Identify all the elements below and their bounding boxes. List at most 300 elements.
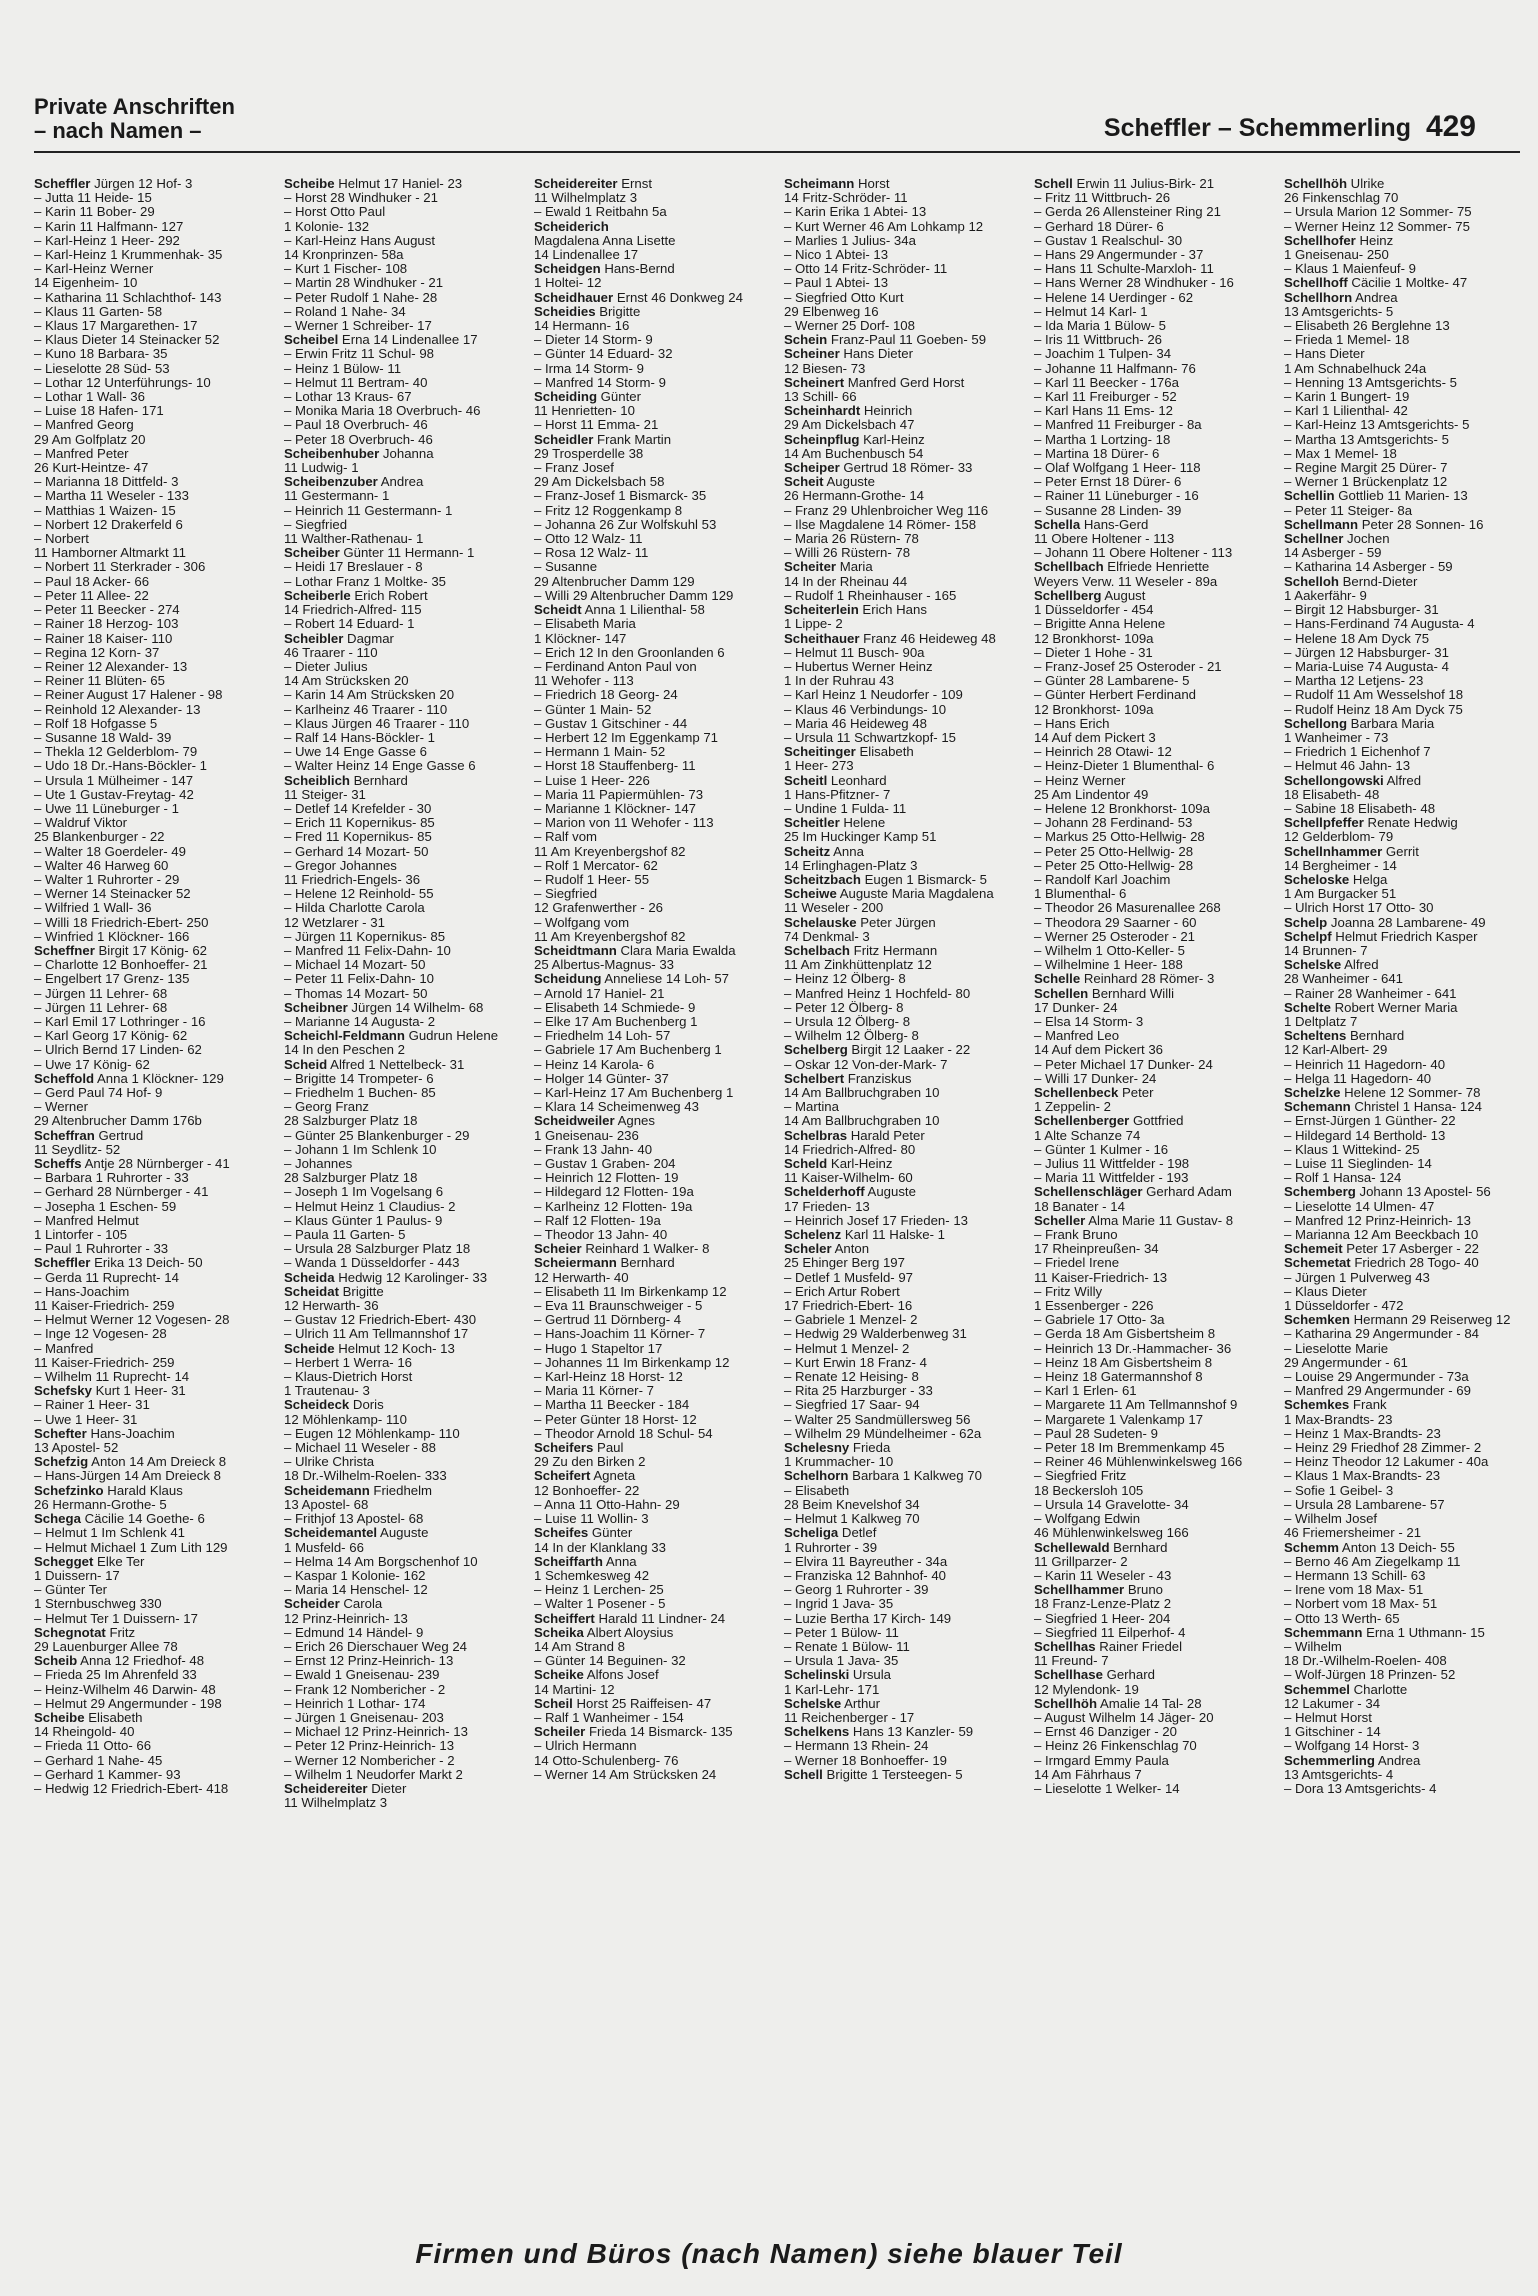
directory-entry: Schelkens Hans 13 Kanzler- 59	[784, 1725, 974, 1740]
directory-entry: – Ralf 12 Flotten- 19a	[534, 1213, 661, 1228]
directory-entry: – Rudolf 1 Rheinhauser - 165	[784, 588, 957, 603]
directory-entry: – Brigitte 14 Trompeter- 6	[284, 1071, 434, 1086]
directory-entry: – Katharina 14 Asberger - 59	[1284, 560, 1453, 575]
directory-entry: Scheidt Anna 1 Lilienthal- 58	[534, 603, 705, 618]
directory-entry: – Frank 13 Jahn- 40	[534, 1142, 653, 1157]
entry-surname: Scheibler	[284, 631, 344, 646]
directory-entry: – Paul 1 Ruhrorter - 33	[34, 1242, 169, 1257]
directory-entry: Scheiner Hans Dieter	[784, 347, 914, 362]
directory-entry: – Hans Werner 28 Windhuker - 16	[1034, 276, 1234, 291]
directory-entry: – Helene 18 Am Dyck 75	[1284, 631, 1430, 646]
directory-entry: – Siegfried	[284, 517, 348, 532]
directory-entry: 14 Am Ballbruchgraben 10	[784, 1114, 940, 1129]
directory-entry: – Max 1 Memel- 18	[1284, 446, 1397, 461]
entry-surname: Scheiwe	[784, 887, 837, 902]
directory-entry: Schellen Bernhard Willi	[1034, 986, 1174, 1001]
directory-entry: – Rainer 18 Herzog- 103	[34, 617, 179, 632]
directory-entry: – Werner 1 Brückenplatz 12	[1284, 475, 1448, 490]
directory-entry: – Maria-Luise 74 Augusta- 4	[1284, 659, 1449, 674]
directory-entry: Scheibner Jürgen 14 Wilhelm- 68	[284, 1000, 484, 1015]
entry-surname: Scheidung	[534, 972, 602, 987]
directory-entry: – Frank 12 Nombericher - 2	[284, 1682, 446, 1697]
directory-entry: Schelesny Frieda	[784, 1441, 891, 1456]
directory-entry: – Jürgen 12 Habsburger- 31	[1284, 645, 1449, 660]
directory-entry: – Ursula 12 Ölberg- 8	[784, 1014, 911, 1029]
directory-entry: – Klaus 11 Garten- 58	[34, 304, 163, 319]
directory-entry: – Maria 14 Henschel- 12	[284, 1583, 428, 1598]
footer-note: Firmen und Büros (nach Namen) siehe blauer Teil	[415, 2238, 1123, 2269]
directory-entry: – Karin 11 Weseler - 43	[1034, 1568, 1172, 1583]
entry-surname: Schellong	[1284, 716, 1348, 731]
directory-entry: Scheidler Frank Martin	[534, 432, 672, 447]
directory-entry: – Irma 14 Storm- 9	[534, 361, 644, 376]
directory-entry: 28 Salzburger Platz 18	[284, 1114, 418, 1129]
entry-surname: Schemm	[1284, 1540, 1339, 1555]
entry-surname: Scheichl-Feldmann	[284, 1029, 405, 1044]
directory-entry: – Jürgen 11 Kopernikus- 85	[284, 929, 446, 944]
directory-entry: 1 Hans-Pfitzner- 7	[784, 787, 891, 802]
directory-entry: – Heinz 18 Am Gisbertsheim 8	[1034, 1355, 1213, 1370]
directory-entry: – Siegfried	[534, 887, 598, 902]
directory-entry: – Helmut 1 Kalkweg 70	[784, 1512, 920, 1527]
directory-entry: 14 Am Strücksken 20	[284, 674, 409, 689]
directory-entry: 11 Kaiser-Wilhelm- 60	[784, 1171, 913, 1186]
directory-entry: Scheibe Helmut 17 Haniel- 23	[284, 177, 463, 191]
directory-entry: Schegnotat Fritz	[34, 1625, 136, 1640]
entry-surname: Scheika	[534, 1625, 584, 1640]
directory-entry: 14 In der Klanklang 33	[534, 1540, 666, 1555]
directory-entry: 29 Am Dickelsbach 47	[784, 418, 915, 433]
directory-entry: Schellin Gottlieb 11 Marien- 13	[1284, 489, 1468, 504]
directory-entry: – Thekla 12 Gelderblom- 79	[34, 745, 198, 760]
directory-entry: – Heinrich 12 Flotten- 19	[534, 1171, 679, 1186]
directory-entry: – Johann 11 Obere Holtener - 113	[1034, 546, 1233, 561]
directory-entry: – Werner 14 Am Strücksken 24	[534, 1767, 717, 1782]
directory-entry: – Heinz 14 Karola- 6	[534, 1057, 655, 1072]
entry-surname: Scheibner	[284, 1000, 348, 1015]
directory-entry: – Joseph 1 Im Vogelsang 6	[284, 1185, 444, 1200]
directory-entry: – Erich 11 Kopernikus- 85	[284, 816, 435, 831]
directory-entry: – Rudolf 11 Am Wesselshof 18	[1284, 688, 1464, 703]
directory-entry: – Walter 18 Goerdeler- 49	[34, 844, 186, 859]
directory-entry: – Fritz 11 Wittbruch- 26	[1034, 191, 1171, 206]
directory-entry: Scheidgen Hans-Bernd	[534, 262, 675, 277]
directory-entry: 11 Obere Holtener - 113	[1034, 532, 1175, 547]
directory-entry: – Karl Emil 17 Lothringer - 16	[34, 1014, 206, 1029]
entry-surname: Scheibe	[34, 1710, 85, 1725]
entry-surname: Schelinski	[784, 1668, 850, 1683]
directory-entry: – Siegfried Fritz	[1034, 1469, 1127, 1484]
page-number: 429	[1425, 110, 1476, 143]
directory-entry: Scheider Carola	[284, 1597, 383, 1612]
directory-entry: Scheidemantel Auguste	[284, 1526, 429, 1541]
directory-entry: – Maria 11 Papiermühlen- 73	[534, 787, 704, 802]
directory-entry: – Walter 46 Harweg 60	[34, 858, 169, 873]
directory-entry: Schellbach Elfriede Henriette	[1034, 560, 1210, 575]
directory-entry: – Heinz 1 Max-Brandts- 23	[1284, 1426, 1441, 1441]
directory-entry: – Werner 1 Schreiber- 17	[284, 319, 432, 334]
directory-entry: 12 Bronkhorst- 109a	[1034, 631, 1154, 646]
directory-entry: – Gabriele 1 Menzel- 2	[784, 1313, 918, 1328]
entry-surname: Schellhorn	[1284, 290, 1353, 305]
directory-entry: – Michael 11 Weseler - 88	[284, 1441, 436, 1456]
directory-entry: – Gerda 11 Ruprecht- 14	[34, 1270, 179, 1285]
directory-entry: 46 Friemersheimer - 21	[1284, 1526, 1422, 1541]
directory-entry: 1 Gneisenau- 250	[1284, 248, 1389, 263]
directory-entry: Schellewald Bernhard	[1034, 1540, 1168, 1555]
directory-entry: 12 Grafenwerther - 26	[534, 901, 664, 916]
directory-entry: – Reiner 46 Mühlenwinkelsweg 166	[1034, 1455, 1243, 1470]
entry-surname: Scheiper	[784, 461, 840, 476]
directory-entry: – Inge 12 Vogesen- 28	[34, 1327, 167, 1342]
directory-entry: 14 Am Strand 8	[534, 1639, 625, 1654]
directory-entry: – Manfred Helmut	[34, 1213, 139, 1228]
directory-entry: Scheika Albert Aloysius	[534, 1625, 674, 1640]
directory-entry: – Helga 11 Hagedorn- 40	[1284, 1071, 1432, 1086]
directory-entry: 11 Steiger- 31	[284, 787, 366, 802]
directory-entry: – Rita 25 Harzburger - 33	[784, 1384, 933, 1399]
directory-entry: – Peter 18 Overbruch- 46	[284, 432, 433, 447]
directory-entry: Scheffler Jürgen 12 Hof- 3	[34, 177, 193, 191]
directory-entry: – Gerhard 1 Kammer- 93	[34, 1767, 181, 1782]
directory-entry: – Maria 11 Wittfelder - 193	[1034, 1171, 1189, 1186]
directory-entry: 1 Kolonie- 132	[284, 219, 370, 234]
directory-entry: – Friedhelm 1 Buchen- 85	[284, 1086, 436, 1100]
directory-entry: Schellenberger Gottfried	[1034, 1114, 1184, 1129]
directory-entry: – Wanda 1 Düsseldorfer - 443	[284, 1256, 460, 1271]
directory-entry: 29 Altenbrucher Damm 176b	[34, 1114, 202, 1129]
entry-surname: Scheier	[534, 1242, 582, 1257]
entry-surname: Schemeit	[1284, 1242, 1343, 1257]
directory-entry: 1 Krummacher- 10	[784, 1455, 894, 1470]
entry-surname: Scheibenhuber	[284, 446, 380, 461]
entry-surname: Schelbach	[784, 943, 850, 958]
directory-entry: – Randolf Karl Joachim	[1034, 872, 1171, 887]
directory-entry: – Gertrud 11 Dörnberg- 4	[534, 1313, 682, 1328]
directory-entry: Schemeit Peter 17 Asberger - 22	[1284, 1242, 1479, 1257]
directory-entry: – Wilfried 1 Wall- 36	[34, 901, 152, 916]
directory-entry: – Paul 18 Acker- 66	[34, 574, 150, 589]
directory-entry: – Detlef 14 Krefelder - 30	[284, 801, 432, 816]
directory-entry: Schellenbeck Peter	[1034, 1086, 1154, 1100]
directory-entry: – Karl-Heinz Hans August	[284, 233, 435, 248]
directory-entry: Scheiter Maria	[784, 560, 873, 575]
directory-entry: 1 Alte Schanze 74	[1034, 1128, 1141, 1143]
directory-entry: – Franz-Josef 25 Osteroder - 21	[1034, 659, 1222, 674]
directory-entry: Schegget Elke Ter	[34, 1554, 145, 1569]
directory-entry: 1 Musfeld- 66	[284, 1540, 364, 1555]
directory-entry: – Helmut Ter 1 Duissern- 17	[34, 1611, 198, 1626]
directory-entry: Schelle Reinhard 28 Römer- 3	[1034, 972, 1215, 987]
directory-entry: Scheidemann Friedhelm	[284, 1483, 433, 1498]
directory-entry: 12 Bonhoeffer- 22	[534, 1483, 640, 1498]
entry-surname: Scheifers	[534, 1441, 594, 1456]
directory-entry: Magdalena Anna Lisette	[534, 233, 676, 248]
entry-surname: Schella	[1034, 517, 1081, 532]
directory-entry: – Paula 11 Garten- 5	[284, 1228, 406, 1243]
directory-entry: – Ingrid 1 Java- 35	[784, 1597, 894, 1612]
entry-surname: Scheffler	[34, 1256, 91, 1271]
directory-entry: – Willi 17 Dunker- 24	[1034, 1071, 1157, 1086]
directory-entry: – Wilhelm	[1284, 1639, 1342, 1654]
directory-entry: – Günter 1 Main- 52	[534, 702, 652, 717]
directory-entry: – Maria 46 Heideweg 48	[784, 716, 927, 731]
directory-entry: Schefsky Kurt 1 Heer- 31	[34, 1384, 186, 1399]
directory-entry: – Karl Hans 11 Ems- 12	[1034, 404, 1174, 419]
directory-entry: – Hedwig 29 Walderbenweg 31	[784, 1327, 967, 1342]
directory-entry: – Joachim 1 Tulpen- 34	[1034, 347, 1172, 362]
directory-entry: – Thomas 14 Mozart- 50	[284, 986, 428, 1001]
directory-entry: – Wilhelm 1 Neudorfer Markt 2	[284, 1767, 463, 1782]
entry-surname: Scheinpflug	[784, 432, 860, 447]
directory-entry: – Luzie Bertha 17 Kirch- 149	[784, 1611, 952, 1626]
directory-entry: – Eva 11 Braunschweiger - 5	[534, 1299, 703, 1314]
directory-entry: – Monika Maria 18 Overbruch- 46	[284, 404, 481, 419]
directory-entry: – Manfred 12 Prinz-Heinrich- 13	[1284, 1213, 1471, 1228]
directory-entry: Scheil Horst 25 Raiffeisen- 47	[534, 1696, 712, 1711]
directory-entry: – Hermann 1 Main- 52	[534, 745, 666, 760]
directory-entry: – Klaus 46 Verbindungs- 10	[784, 702, 947, 717]
directory-entry: – Friedel Irene	[1034, 1256, 1120, 1271]
directory-entry: – Irene vom 18 Max- 51	[1284, 1583, 1424, 1598]
directory-entry: – Günter 1 Kulmer - 16	[1034, 1142, 1169, 1157]
directory-entry: Schellhase Gerhard	[1034, 1668, 1155, 1683]
directory-entry: – Hubertus Werner Heinz	[784, 659, 933, 674]
entry-surname: Schemmerling	[1284, 1753, 1375, 1768]
directory-entry: 29 Angermunder - 61	[1284, 1355, 1408, 1370]
directory-entry: 1 Trautenau- 3	[284, 1384, 370, 1399]
directory-entry: – Helmut Horst	[1284, 1710, 1372, 1725]
directory-entry: – Werner 18 Bonhoeffer- 19	[784, 1753, 947, 1768]
directory-entry: – Karl Georg 17 König- 62	[34, 1029, 188, 1044]
directory-entry: – Hermann 13 Rhein- 24	[784, 1739, 929, 1754]
directory-entry: 14 Martini- 12	[534, 1682, 615, 1697]
directory-entry: – Henning 13 Amtsgerichts- 5	[1284, 375, 1457, 390]
directory-entry: – Ernst-Jürgen 1 Günther- 22	[1284, 1114, 1456, 1129]
directory-entry: 13 Schill- 66	[784, 390, 857, 405]
directory-entry: – Luise 11 Sieglinden- 14	[1284, 1157, 1432, 1172]
directory-entry: – Brigitte Anna Helene	[1034, 617, 1166, 632]
directory-entry: – Lothar 1 Wall- 36	[34, 390, 145, 405]
directory-entry: Scheibe Elisabeth	[34, 1710, 143, 1725]
directory-entry: – Peter 1 Bülow- 11	[784, 1625, 899, 1640]
directory-entry: – Jürgen 11 Lehrer- 68	[34, 1000, 168, 1015]
directory-entry: – Marianna 18 Dittfeld- 3	[34, 475, 179, 490]
directory-entry: – Rolf 18 Hofgasse 5	[34, 716, 158, 731]
directory-entry: – Werner 14 Steinacker 52	[34, 887, 191, 902]
directory-entry: – Helmut 14 Karl- 1	[1034, 304, 1148, 319]
directory-entry: Scheifes Günter	[534, 1526, 633, 1541]
entry-surname: Scheidweiler	[534, 1114, 615, 1129]
directory-entry: – Ulrich 11 Am Tellmannshof 17	[284, 1327, 469, 1342]
directory-entry: – Hugo 1 Stapeltor 17	[534, 1341, 663, 1356]
directory-entry: Scheiermann Bernhard	[534, 1256, 675, 1271]
directory-entry: – Hans Erich	[1034, 716, 1110, 731]
directory-entry: – Rolf 1 Hansa- 124	[1284, 1171, 1402, 1186]
directory-entry: Schelhorn Barbara 1 Kalkweg 70	[784, 1469, 982, 1484]
directory-entry: – Karl 1 Lilienthal- 42	[1284, 404, 1408, 419]
directory-entry: – Heinrich Josef 17 Frieden- 13	[784, 1213, 968, 1228]
entry-surname: Scheideck	[284, 1398, 350, 1413]
entry-surname: Scheidereiter	[534, 177, 618, 191]
entry-surname: Scheider	[284, 1597, 340, 1612]
directory-entry: 26 Hermann-Grothe- 5	[34, 1497, 167, 1512]
directory-entry: – Wilhelm Josef	[1284, 1512, 1378, 1527]
directory-entry: – Winfried 1 Klöckner- 166	[34, 929, 190, 944]
directory-entry: 14 Erlinghagen-Platz 3	[784, 858, 918, 873]
entry-surname: Scheinhardt	[784, 404, 861, 419]
entry-surname: Scheil	[534, 1696, 573, 1711]
directory-entry: – Dieter Julius	[284, 659, 368, 674]
directory-entry: – Norbert	[34, 532, 89, 547]
directory-entry: – Peter 11 Allee- 22	[34, 588, 149, 603]
directory-entry: Scheidies Brigitte	[534, 304, 641, 319]
directory-entry: Scheimann Horst	[784, 177, 890, 191]
directory-entry: Schefter Hans-Joachim	[34, 1426, 175, 1441]
directory-entry: – Friedhelm 14 Loh- 57	[534, 1029, 671, 1044]
entry-surname: Schelle	[1034, 972, 1081, 987]
directory-entry: Scheidereiter Dieter	[284, 1781, 407, 1796]
directory-entry: 25 Am Lindentor 49	[1034, 787, 1149, 802]
entry-surname: Schellbach	[1034, 560, 1104, 575]
directory-entry: – Renate 12 Heising- 8	[784, 1370, 919, 1385]
directory-entry: – Uwe 17 König- 62	[34, 1057, 150, 1072]
directory-entry: – Peter 12 Prinz-Heinrich- 13	[284, 1739, 455, 1754]
entry-surname: Schellberg	[1034, 588, 1102, 603]
entry-surname: Scheibe	[284, 177, 335, 191]
entry-surname: Schemmann	[1284, 1625, 1363, 1640]
directory-entry: 18 Dr.-Wilhelm-Roelen- 333	[284, 1469, 447, 1484]
entry-surname: Scheitinger	[784, 745, 856, 760]
entry-surname: Scheidler	[534, 432, 594, 447]
entry-surname: Schellhase	[1034, 1668, 1103, 1683]
directory-entry: – Luise 1 Heer- 226	[534, 773, 650, 788]
entry-column-3	[534, 177, 770, 1810]
entry-surname: Schelbras	[784, 1128, 848, 1143]
directory-entry: 25 Albertus-Magnus- 33	[534, 958, 675, 973]
directory-entry: Scheiffert Harald 11 Lindner- 24	[534, 1611, 726, 1626]
directory-entry: Scheifers Paul	[534, 1441, 624, 1456]
directory-entry: – Hans 29 Angermunder - 37	[1034, 248, 1204, 263]
directory-entry: – Kurt 1 Fischer- 108	[284, 262, 408, 277]
directory-entry: 14 Lindenallee 17	[534, 248, 639, 263]
directory-entry: – Anna 11 Otto-Hahn- 29	[534, 1497, 680, 1512]
directory-entry: 1 Ruhrorter - 39	[784, 1540, 878, 1555]
entry-surname: Scheller	[1034, 1213, 1086, 1228]
directory-entry: – Olaf Wolfgang 1 Heer- 118	[1034, 461, 1201, 476]
directory-entry: Scheiterlein Erich Hans	[784, 603, 927, 618]
directory-entry: – Sabine 18 Elisabeth- 48	[1284, 801, 1436, 816]
directory-entry: – Klaus 1 Wittekind- 25	[1284, 1142, 1420, 1157]
directory-entry: – Georg Franz	[284, 1100, 370, 1115]
entry-surname: Schelte	[1284, 1000, 1331, 1015]
directory-entry: Scheichl-Feldmann Gudrun Helene	[284, 1029, 499, 1044]
directory-entry: Schemberg Johann 13 Apostel- 56	[1284, 1185, 1491, 1200]
directory-entry: – Klaus Dieter 14 Steinacker 52	[34, 333, 220, 348]
directory-entry: – Regine Margit 25 Dürer- 7	[1284, 461, 1448, 476]
directory-entry: – Gerhard 18 Dürer- 6	[1034, 219, 1164, 234]
directory-entry: – Marianne 1 Klöckner- 147	[534, 801, 697, 816]
directory-entry: – Norbert 11 Sterkrader - 306	[34, 560, 206, 575]
directory-entry: 11 Wilhelmplatz 3	[534, 191, 638, 206]
directory-entry: Schemetat Friedrich 28 Togo- 40	[1284, 1256, 1479, 1271]
directory-entry: Scheffran Gertrud	[34, 1128, 144, 1143]
directory-entry: Weyers Verw. 11 Weseler - 89a	[1034, 574, 1218, 589]
directory-entry: – Ida Maria 1 Bülow- 5	[1034, 319, 1166, 334]
directory-entry: – Ursula Marion 12 Sommer- 75	[1284, 205, 1472, 220]
entry-surname: Scheidtmann	[534, 943, 617, 958]
entry-surname: Schellenberger	[1034, 1114, 1130, 1129]
directory-entry: Schellner Jochen	[1284, 532, 1390, 547]
entry-surname: Scheiterlein	[784, 603, 859, 618]
directory-entry: – Wilhelm 1 Otto-Keller- 5	[1034, 943, 1185, 958]
directory-entry: – Günter Herbert Ferdinand	[1034, 688, 1196, 703]
directory-entry: 29 Lauenburger Allee 78	[34, 1639, 178, 1654]
directory-entry: – Berno 46 Am Ziegelkamp 11	[1284, 1554, 1461, 1569]
directory-entry: – Elke 17 Am Buchenberg 1	[534, 1014, 698, 1029]
directory-entry: 1 Klöckner- 147	[534, 631, 627, 646]
directory-entry: – Franz 29 Uhlenbroicher Weg 116	[784, 503, 989, 518]
directory-entry: – Martha 13 Amtsgerichts- 5	[1284, 432, 1449, 447]
entry-surname: Scheidhauer	[534, 290, 614, 305]
entry-surname: Schelloh	[1284, 574, 1339, 589]
directory-entry: – Peter 25 Otto-Hellwig- 28	[1034, 844, 1194, 859]
directory-entry: – Frithjof 13 Apostel- 68	[284, 1512, 424, 1527]
directory-entry: Scheffold Anna 1 Klöckner- 129	[34, 1071, 224, 1086]
entry-surname: Scheffs	[34, 1157, 82, 1172]
directory-entry: – Helmut 1 Menzel- 2	[784, 1341, 910, 1356]
directory-entry: Scheit Auguste	[784, 475, 875, 490]
directory-entry: 1 Gitschiner - 14	[1284, 1725, 1381, 1740]
directory-entry: 29 Trosperdelle 38	[534, 446, 644, 461]
directory-entry: – Rainer 11 Lüneburger - 16	[1034, 489, 1199, 504]
directory-entry: – Heinz 1 Lerchen- 25	[534, 1583, 664, 1598]
directory-entry: – Friedrich 18 Georg- 24	[534, 688, 678, 703]
entry-surname: Schelenz	[784, 1228, 842, 1243]
directory-entry: Schella Hans-Gerd	[1034, 517, 1149, 532]
directory-entry: – Markus 25 Otto-Hellwig- 28	[1034, 830, 1205, 845]
directory-entry: Scheffs Antje 28 Nürnberger - 41	[34, 1157, 230, 1172]
directory-entry: Scheloske Helga	[1284, 872, 1388, 887]
directory-entry: – Reiner August 17 Halener - 98	[34, 688, 223, 703]
directory-entry: – Klaus-Dietrich Horst	[284, 1370, 413, 1385]
directory-entry: – Frieda 11 Otto- 66	[34, 1739, 152, 1754]
entry-surname: Scheidereiter	[284, 1781, 368, 1796]
directory-entry: 1 Lintorfer - 105	[34, 1228, 128, 1243]
entry-surname: Scheiberle	[284, 588, 351, 603]
directory-entry: 14 Friedrich-Alfred- 115	[284, 603, 422, 618]
directory-entry: – Lothar 13 Kraus- 67	[284, 390, 412, 405]
directory-entry: – Marianna 12 Am Beeckbach 10	[1284, 1228, 1479, 1243]
entry-surname: Scheidt	[534, 603, 582, 618]
directory-entry: – Detlef 1 Musfeld- 97	[784, 1270, 914, 1285]
directory-entry: – Klaus Jürgen 46 Traarer - 110	[284, 716, 470, 731]
directory-entry: – Jürgen 1 Gneisenau- 203	[284, 1710, 444, 1725]
directory-entry: Scheid Alfred 1 Nettelbeck- 31	[284, 1057, 465, 1072]
directory-entry: 13 Apostel- 52	[34, 1441, 119, 1456]
directory-entry: – Heinz-Dieter 1 Blumenthal- 6	[1034, 759, 1215, 774]
directory-entry: 46 Mühlenwinkelsweg 166	[1034, 1526, 1189, 1541]
entry-surname: Scheithauer	[784, 631, 860, 646]
directory-entry: Scheidhauer Ernst 46 Donkweg 24	[534, 290, 743, 305]
directory-entry: Scheitl Leonhard	[784, 773, 887, 788]
directory-entry: – Undine 1 Fulda- 11	[784, 801, 907, 816]
directory-entry: 18 Banater - 14	[1034, 1199, 1125, 1214]
directory-entry: – Helmut Michael 1 Zum Lith 129	[34, 1540, 228, 1555]
directory-entry: – Jürgen 1 Pulverweg 43	[1284, 1270, 1430, 1285]
directory-entry: Schelinski Ursula	[784, 1668, 892, 1683]
directory-entry: – Heinrich 11 Gestermann- 1	[284, 503, 453, 518]
